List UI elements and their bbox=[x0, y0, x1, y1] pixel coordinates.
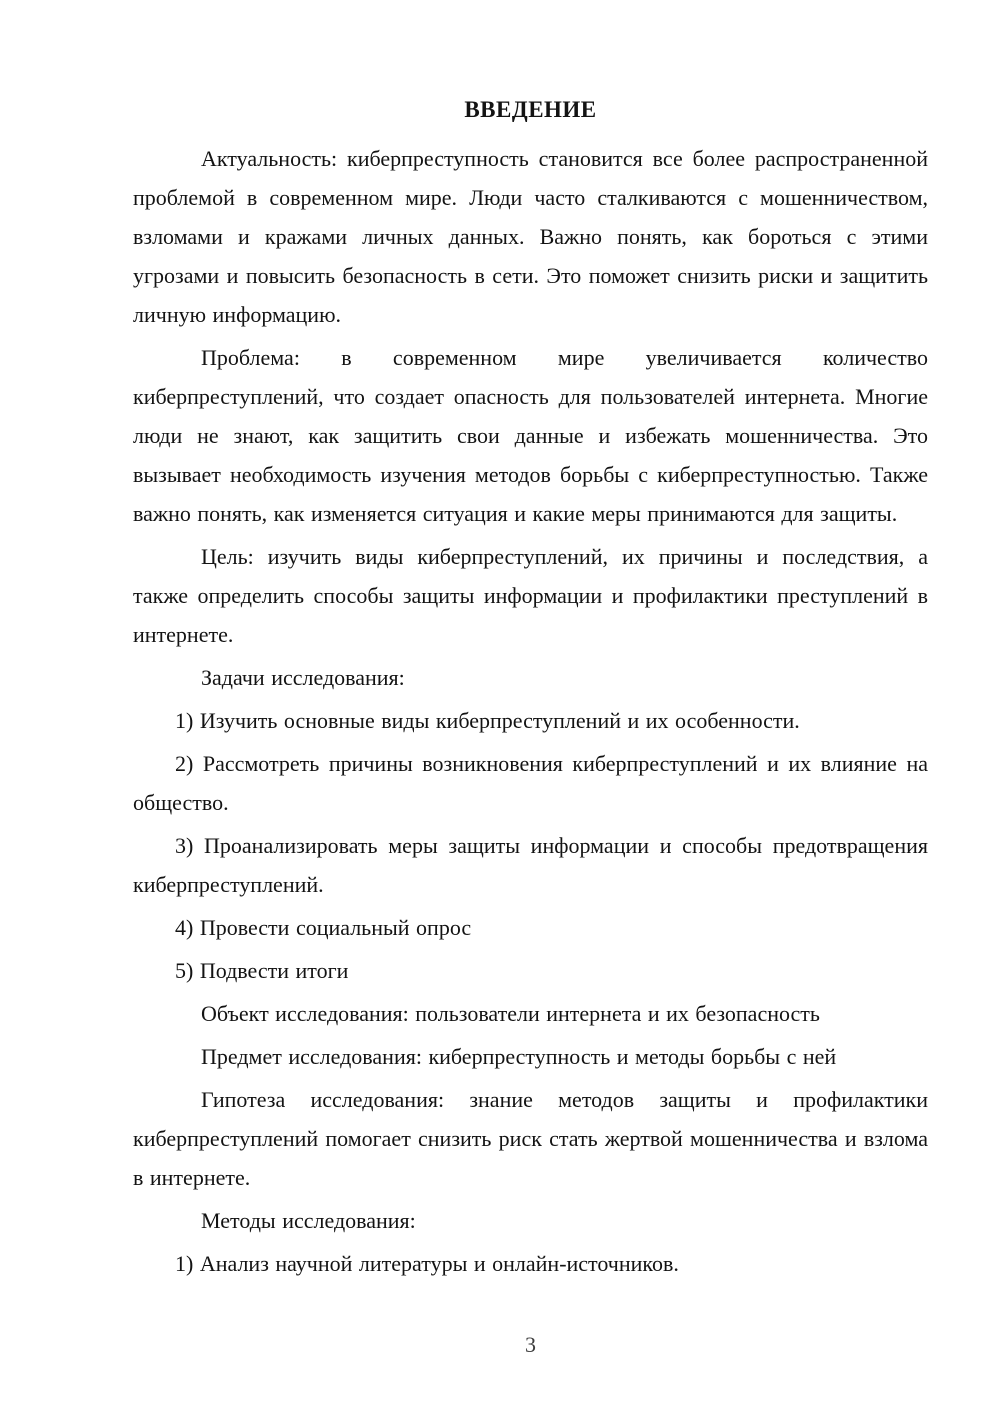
heading-tasks: Задачи исследования: bbox=[201, 665, 405, 690]
task-item-4: 4) Провести социальный опрос bbox=[175, 915, 472, 940]
task-item-5: 5) Подвести итоги bbox=[175, 958, 349, 983]
heading-methods: Методы исследования: bbox=[201, 1208, 416, 1233]
paragraph-goal: Цель: изучить виды киберпреступлений, их причины и последствия, а также определить способы защиты информации и профилактики преступлений в интернете. bbox=[133, 544, 928, 647]
task-item-1: 1) Изучить основные виды киберпреступлений и их особенности. bbox=[175, 708, 800, 733]
task-item-3: 3) Проанализировать меры защиты информации и способы предотвращения киберпреступлений. bbox=[133, 833, 928, 897]
page-title: ВВЕДЕНИЕ bbox=[464, 97, 597, 122]
paragraph-object: Объект исследования: пользователи интернета и их безопасность bbox=[201, 1001, 820, 1026]
paragraph-problem: Проблема: в современном мире увеличивается количество киберпреступлений, что создает опасность для пользователей интернета. Многие люди не знают, как защитить свои данные и избежать мошенничества. Это вызывает необходимость изучения методов борьбы с киберпреступностью. Также важно понять, как изменяется ситуация и какие меры принимаются для защиты. bbox=[133, 345, 928, 526]
paragraph-hypothesis: Гипотеза исследования: знание методов защиты и профилактики киберпреступлений помогает снизить риск стать жертвой мошенничества и взлома в интернете. bbox=[133, 1087, 928, 1190]
task-item-2: 2) Рассмотреть причины возникновения киберпреступлений и их влияние на общество. bbox=[133, 751, 928, 815]
paragraph-relevance: Актуальность: киберпреступность становится все более распространенной проблемой в современном мире. Люди часто сталкиваются с мошенничеством, взломами и кражами личных данных. Важно понять, как бороться с этими угрозами и повысить безопасность в сети. Это поможет снизить риски и защитить личную информацию. bbox=[133, 146, 928, 327]
page-number: 3 bbox=[525, 1332, 536, 1357]
paragraph-subject: Предмет исследования: киберпреступность и методы борьбы с ней bbox=[201, 1044, 837, 1069]
method-item-1: 1) Анализ научной литературы и онлайн-источников. bbox=[175, 1251, 679, 1276]
